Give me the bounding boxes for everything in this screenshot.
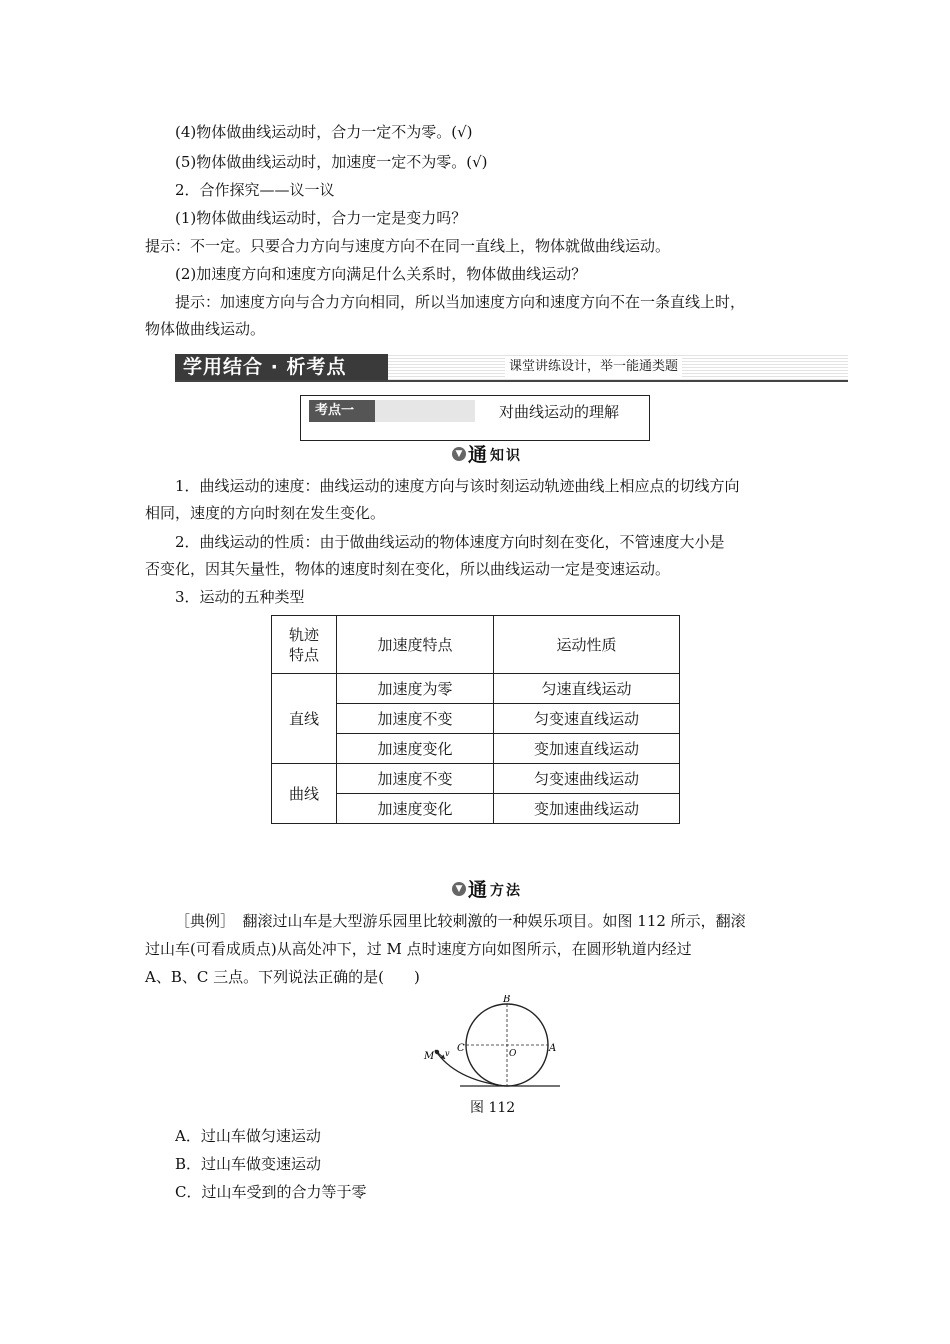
tag-small-text: 知识 bbox=[490, 448, 522, 464]
label-a: A bbox=[549, 1043, 557, 1054]
banner-title: 学用结合 · 析考点 bbox=[175, 354, 388, 380]
header-trajectory-line-2: 特点 bbox=[288, 645, 319, 664]
question-2: (2)加速度方向和速度方向满足什么关系时，物体做曲线运动？ bbox=[175, 265, 587, 283]
figure-caption: 图 112 bbox=[470, 1100, 516, 1116]
accel-cell: 加速度不变 bbox=[337, 704, 494, 734]
banner-rule bbox=[175, 380, 848, 382]
down-triangle-icon: ▼ bbox=[452, 447, 466, 461]
label-v: v bbox=[445, 1049, 450, 1058]
tong-zhishi-tag bbox=[452, 444, 532, 466]
knowledge-1-line-2: 相同，速度的方向时刻在发生变化。 bbox=[145, 504, 386, 522]
example-line-3: A、B、C 三点。下列说法正确的是( ) bbox=[145, 968, 420, 986]
answer-2-line-1: 提示：加速度方向与合力方向相同，所以当加速度方向和速度方向不在一条直线上时， bbox=[175, 293, 746, 311]
knowledge-2-line-2: 否变化，因其矢量性，物体的速度时刻在变化，所以曲线运动一定是变速运动。 bbox=[145, 560, 671, 578]
header-nature: 运动性质 bbox=[494, 616, 680, 674]
tag-big-char: 通 bbox=[468, 444, 488, 466]
kaodian-box bbox=[300, 395, 650, 441]
group-straight: 直线 bbox=[272, 674, 337, 764]
kaodian-tag: 考点一 bbox=[309, 400, 375, 422]
label-o: O bbox=[509, 1049, 517, 1059]
kaodian-tag-tail bbox=[375, 400, 475, 422]
statement-5: (5)物体做曲线运动时，加速度一定不为零。(√) bbox=[175, 153, 488, 171]
tag-big-char: 通 bbox=[468, 879, 488, 901]
knowledge-3: 3．运动的五种类型 bbox=[175, 588, 305, 606]
loop-track-figure bbox=[415, 995, 575, 1095]
example-line-1: ［典例］ 翻滚过山车是大型游乐园里比较刺激的一种娱乐项目。如图 112 所示，翻滚 bbox=[175, 912, 746, 930]
knowledge-1-line-1: 1．曲线运动的速度：曲线运动的速度方向与该时刻运动轨迹曲线上相应点的切线方向 bbox=[175, 477, 740, 495]
question-1: (1)物体做曲线运动时，合力一定是变力吗？ bbox=[175, 209, 467, 227]
down-triangle-icon: ▼ bbox=[452, 882, 466, 896]
tong-fangfa-tag bbox=[452, 879, 532, 901]
accel-cell: 加速度为零 bbox=[337, 674, 494, 704]
kaodian-title: 对曲线运动的理解 bbox=[499, 403, 620, 421]
table-row bbox=[272, 674, 680, 704]
answer-2-line-2: 物体做曲线运动。 bbox=[145, 320, 266, 338]
table-row bbox=[272, 764, 680, 794]
group-curve: 曲线 bbox=[272, 764, 337, 824]
accel-cell: 加速度变化 bbox=[337, 794, 494, 824]
example-line-2: 过山车(可看成质点)从高处冲下，过 M 点时速度方向如图所示，在圆形轨道内经过 bbox=[145, 940, 692, 958]
header-trajectory bbox=[272, 616, 337, 674]
nature-cell: 变加速曲线运动 bbox=[494, 794, 680, 824]
accel-cell: 加速度不变 bbox=[337, 764, 494, 794]
section-heading: 2．合作探究——议一议 bbox=[175, 181, 335, 199]
tag-small-text: 方法 bbox=[490, 883, 522, 899]
banner-subtitle: 课堂讲练设计，举一能通类题 bbox=[505, 357, 682, 377]
nature-cell: 匀变速直线运动 bbox=[494, 704, 680, 734]
label-b: B bbox=[503, 995, 511, 1005]
label-c: C bbox=[457, 1043, 465, 1054]
option-b: B．过山车做变速运动 bbox=[175, 1155, 322, 1173]
section-banner bbox=[175, 354, 848, 382]
nature-cell: 匀变速曲线运动 bbox=[494, 764, 680, 794]
label-m: M bbox=[424, 1051, 435, 1062]
header-trajectory-line-1: 轨迹 bbox=[288, 625, 319, 644]
option-c: C．过山车受到的合力等于零 bbox=[175, 1183, 367, 1201]
option-a: A．过山车做匀速运动 bbox=[175, 1127, 321, 1145]
statement-4: (4)物体做曲线运动时，合力一定不为零。(√) bbox=[175, 123, 473, 141]
motion-types-table bbox=[271, 615, 680, 824]
answer-1: 提示：不一定。只要合力方向与速度方向不在同一直线上，物体就做曲线运动。 bbox=[145, 237, 671, 255]
knowledge-2-line-1: 2．曲线运动的性质：由于做曲线运动的物体速度方向时刻在变化，不管速度大小是 bbox=[175, 533, 725, 551]
nature-cell: 变加速直线运动 bbox=[494, 734, 680, 764]
accel-cell: 加速度变化 bbox=[337, 734, 494, 764]
header-acceleration: 加速度特点 bbox=[337, 616, 494, 674]
nature-cell: 匀速直线运动 bbox=[494, 674, 680, 704]
table-header-row bbox=[272, 616, 680, 674]
